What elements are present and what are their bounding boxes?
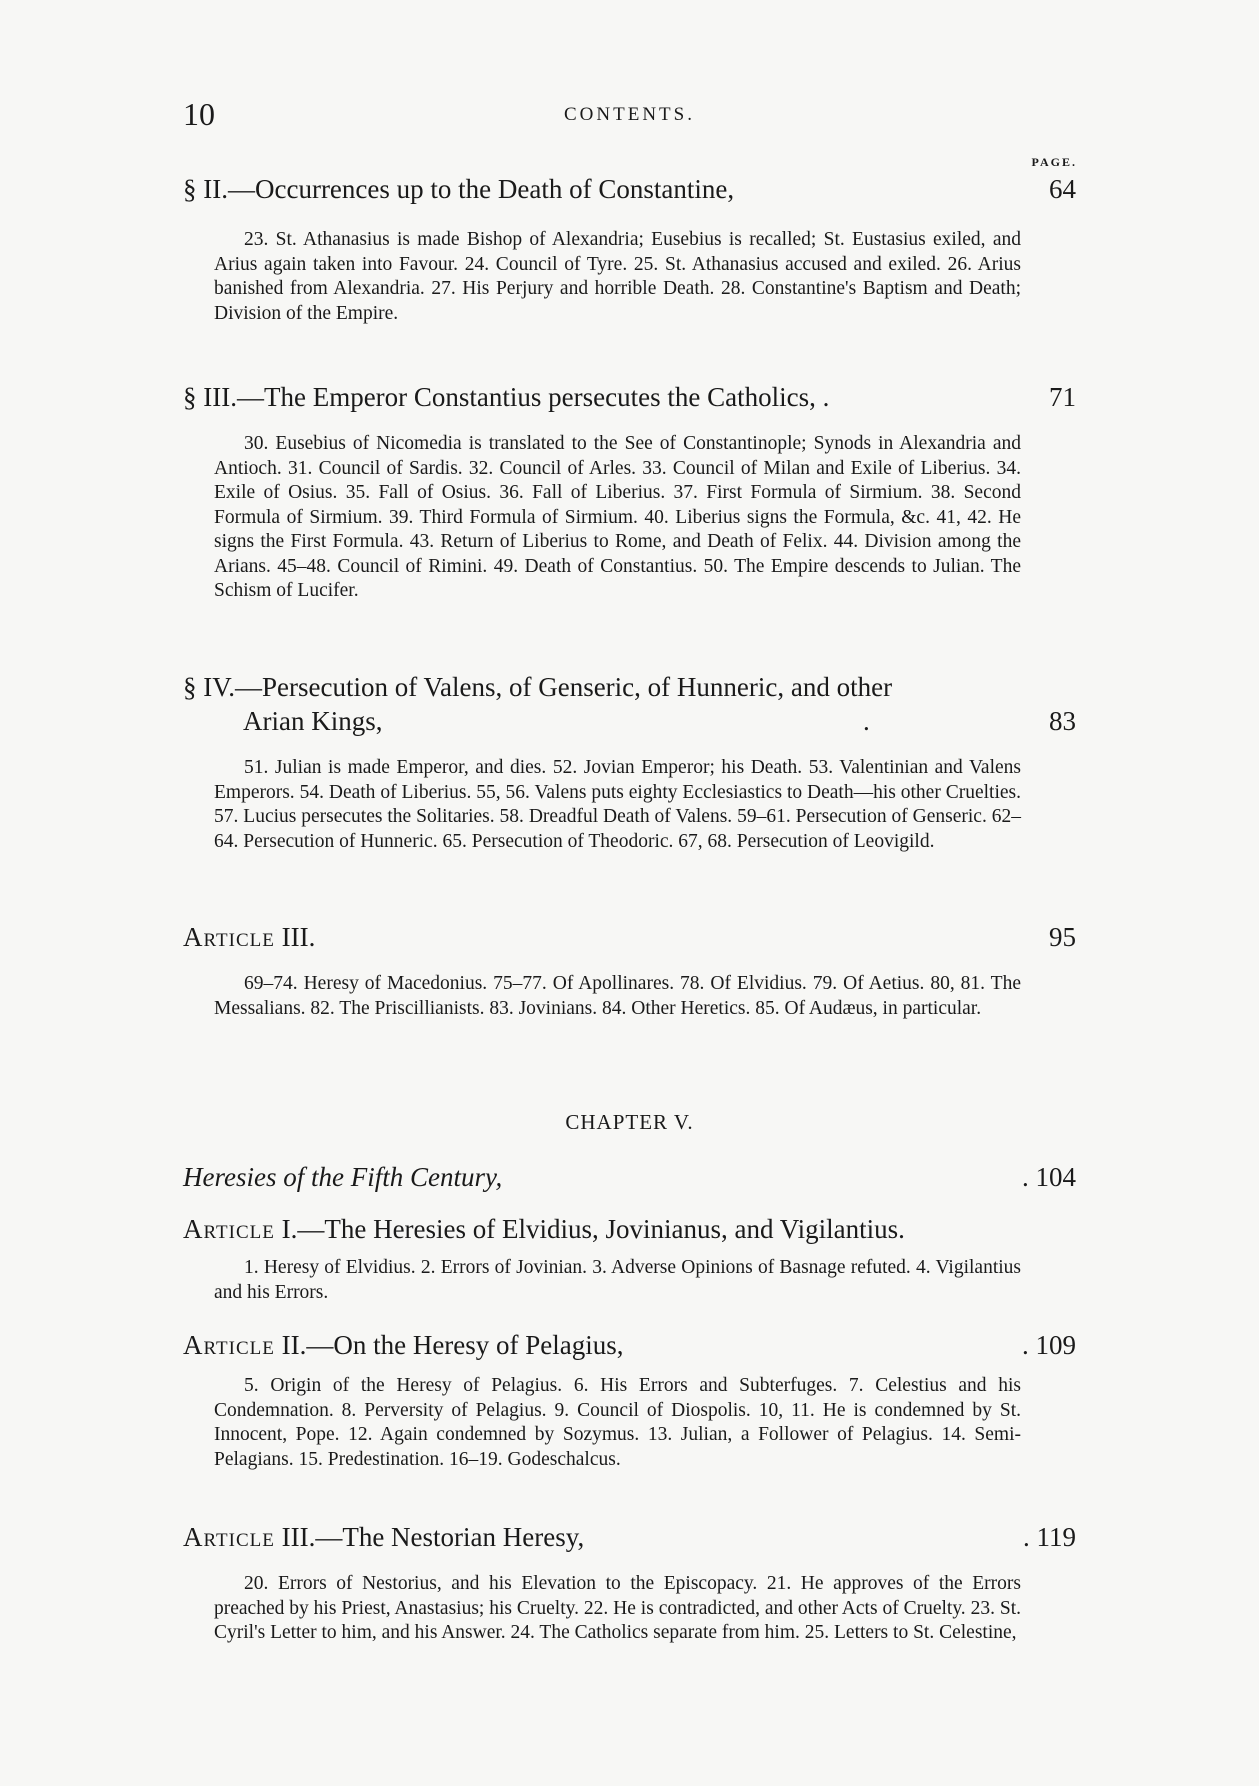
entry-title-continued: Arian Kings, <box>243 706 383 736</box>
entry-heading <box>183 1212 1083 1246</box>
entry-heading <box>183 1520 1076 1554</box>
entry-heading <box>183 1328 1076 1362</box>
chapter-title-entry <box>183 1160 1076 1194</box>
contents-entry <box>183 670 1076 874</box>
entry-heading <box>183 920 1076 954</box>
leader-dot: . <box>863 706 870 736</box>
entry-title: § II.—Occurrences up to the Death of Constantine, <box>183 174 735 204</box>
entry-page: . 109 <box>1022 1330 1076 1360</box>
contents-entry <box>183 1212 1083 1325</box>
page-header <box>183 96 1076 136</box>
entry-description: 23. St. Athanasius is made Bishop of Alexandria; Eusebius is recalled; St. Eustasius exiled, and Arius again taken into Favour. 24. Council of Tyre. 25. St. Athanasius accused and exiled. 26. Arius banished from Alexandria. 27. His Perjury and horrible Death. 28. Constantine's Baptism and Death; Division of the Empire. <box>214 229 1021 324</box>
entry-page: 95 <box>1049 922 1076 952</box>
page-number: 10 <box>183 96 215 132</box>
entry-heading <box>183 172 1076 206</box>
contents-entry <box>183 1520 1076 1665</box>
article-label: Article <box>183 1330 275 1360</box>
entry-heading <box>183 380 1076 414</box>
article-label: Article <box>183 1522 275 1552</box>
chapter-title: Heresies of the Fifth Century, <box>183 1162 503 1192</box>
chapter-page: . 104 <box>1022 1162 1076 1192</box>
contents-entry <box>183 920 1076 1041</box>
entry-description: 20. Errors of Nestorius, and his Elevation to the Episcopacy. 21. He approves of the Errors preached by his Priest, Anastasius; his Cruelty. 22. He is contradicted, and other Acts of Cruelty. 23. St. Cyril's Letter to him, and his Answer. 24. The Catholics separate from him. 25. Letters to St. Celestine, <box>214 1573 1021 1643</box>
article-label: Article <box>183 922 275 952</box>
chapter-label: CHAPTER V. <box>565 1110 694 1134</box>
page-column-label: PAGE. <box>1031 155 1077 169</box>
entry-description: 30. Eusebius of Nicomedia is translated to the See of Constantinople; Synods in Alexandria and Antioch. 31. Council of Sardis. 32. Council of Arles. 33. Council of Milan and Exile of Liberius. 34. Exile of Osius. 35. Fall of Osius. 36. Fall of Liberius. 37. First Formula of Sirmium. 38. Second Formula of Sirmium. 39. Third Formula of Sirmium. 40. Liberius signs the Formula, &c. 41, 42. He signs the First Formula. 43. Return of Liberius to Rome, and Death of Felix. 44. Division among the Arians. 45–48. Council of Rimini. 49. Death of Constantius. 50. The Empire descends to Julian. The Schism of Lucifer. <box>214 433 1021 601</box>
entry-title: § III.—The Emperor Constantius persecutes the Catholics, . <box>183 382 830 412</box>
entry-heading <box>183 670 1076 738</box>
entry-description: 69–74. Heresy of Macedonius. 75–77. Of Apollinares. 78. Of Elvidius. 79. Of Aetius. 80, 81. The Messalians. 82. The Priscillianists. 83. Jovinians. 84. Other Heretics. 85. Of Audæus, in particular. <box>214 973 1021 1019</box>
article-title: I.—The Heresies of Elvidius, Jovinianus, and Vigilantius. <box>274 1214 905 1244</box>
contents-entry <box>183 1328 1076 1492</box>
article-number: III. <box>274 922 316 952</box>
entry-description: 5. Origin of the Heresy of Pelagius. 6. His Errors and Subterfuges. 7. Celestius and his Condemnation. 8. Perversity of Pelagius. 9. Council of Diospolis. 10, 11. He is condemned by St. Innocent, Pope. 12. Again condemned by Sozymus. 13. Julian, a Follower of Pelagius. 14. Semi-Pelagians. 15. Predestination. 16–19. Godeschalcus. <box>214 1375 1021 1470</box>
entry-page: 71 <box>1049 382 1076 412</box>
article-title: II.—On the Heresy of Pelagius, <box>274 1330 624 1360</box>
contents-entry <box>183 172 1076 346</box>
entry-page: 64 <box>1049 174 1076 204</box>
entry-description: 1. Heresy of Elvidius. 2. Errors of Jovinian. 3. Adverse Opinions of Basnage refuted. 4. Vigilantius and his Errors. <box>214 1257 1021 1303</box>
running-head: CONTENTS. <box>564 104 695 125</box>
article-title: III.—The Nestorian Heresy, <box>274 1522 585 1552</box>
entry-page: 83 <box>1049 706 1076 736</box>
article-label: Article <box>183 1214 275 1244</box>
contents-entry <box>183 380 1076 623</box>
entry-title: § IV.—Persecution of Valens, of Genseric, of Hunneric, and other <box>183 672 893 702</box>
chapter-heading <box>183 1160 1076 1194</box>
entry-description: 51. Julian is made Emperor, and dies. 52. Jovian Emperor; his Death. 53. Valentinian and Valens Emperors. 54. Death of Liberius. 55, 56. Valens puts eighty Ecclesiastics to Death—his other Cruelties. 57. Lucius persecutes the Solitaries. 58. Dreadful Death of Valens. 59–61. Persecution of Genseric. 62–64. Persecution of Hunneric. 65. Persecution of Theodoric. 67, 68. Persecution of Leovigild. <box>214 757 1021 852</box>
entry-page: . 119 <box>1023 1522 1076 1552</box>
